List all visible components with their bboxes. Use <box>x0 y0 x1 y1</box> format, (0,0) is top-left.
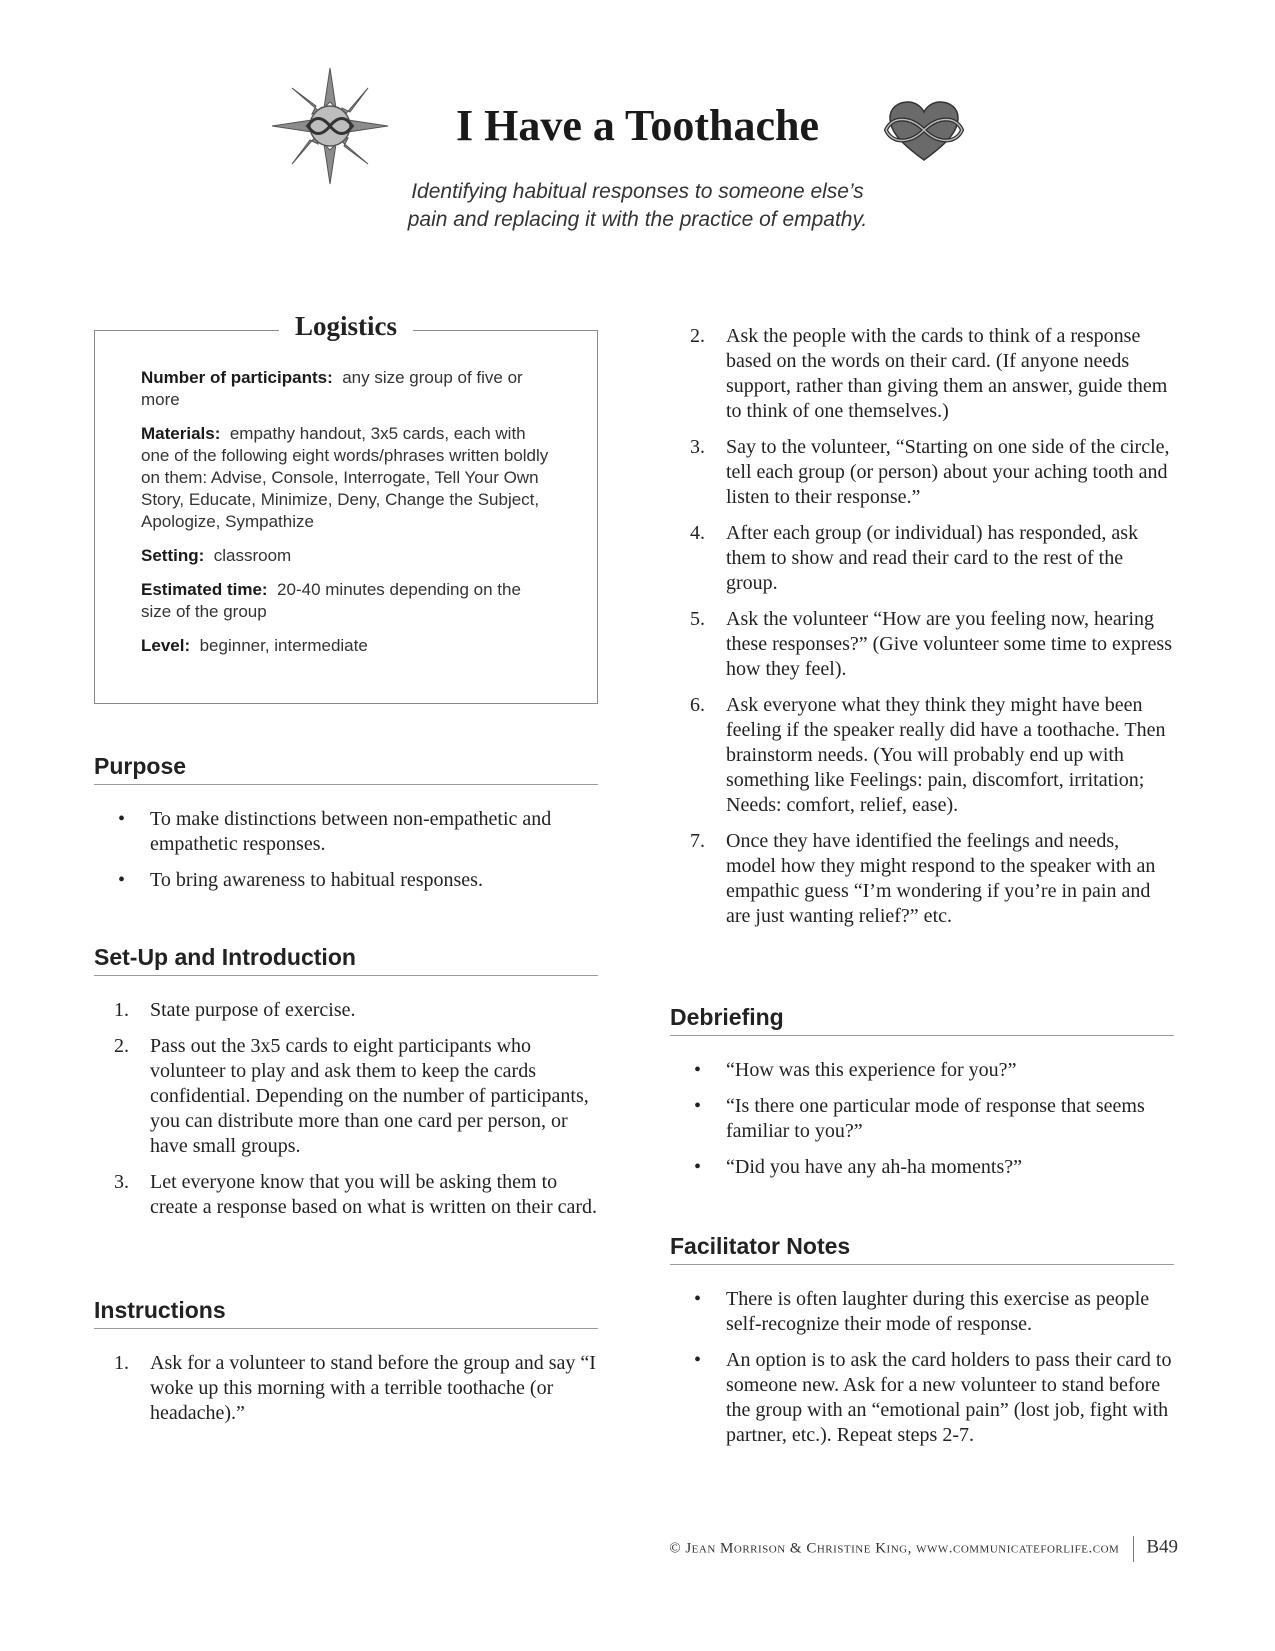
bullet: • <box>118 869 126 891</box>
section-heading: Instructions <box>94 1297 598 1329</box>
item-number: 7. <box>690 830 705 852</box>
bullet: • <box>694 1288 702 1310</box>
list-item <box>670 521 1174 596</box>
list-item <box>670 1058 1174 1083</box>
list-item-text: Let everyone know that you will be asking them to create a response based on what is written on their card. <box>150 1171 598 1218</box>
list-item-text: Ask the people with the cards to think of a response based on the words on their card. (If anyone needs support, rather than giving them an answer, guide them to think of one themselves.) <box>726 325 1168 422</box>
list-item <box>670 829 1174 929</box>
item-number: 6. <box>690 694 705 716</box>
logistics-value: 20-40 minutes depending on the size of the group <box>141 580 521 621</box>
setup-list <box>94 998 598 1220</box>
list-item-text: There is often laughter during this exercise as people self-recognize their mode of response. <box>726 1288 1150 1335</box>
bullet: • <box>694 1156 702 1178</box>
logistics-value: empathy handout, 3x5 cards, each with one of the following eight words/phrases written boldly on them: Advise, Console, Interrogate, Tell Your Own Story, Educate, Minimize, Deny, Change the Subject, Apologize, Sympathize <box>141 424 549 531</box>
logistics-item <box>141 423 551 533</box>
instructions-list <box>94 1351 598 1426</box>
list-item-text: After each group (or individual) has responded, ask them to show and read their card to the rest of the group. <box>726 522 1139 594</box>
item-number: 2. <box>114 1035 129 1057</box>
logistics-heading: Logistics <box>279 311 413 341</box>
item-number: 2. <box>690 325 705 347</box>
section-heading: Purpose <box>94 753 598 785</box>
list-item <box>94 1351 598 1426</box>
logistics-item <box>141 579 551 623</box>
page-title: I Have a Toothache <box>455 101 820 150</box>
logistics-label: Number of participants: <box>141 368 333 387</box>
logistics-label: Estimated time: <box>141 580 268 599</box>
bullet: • <box>694 1095 702 1117</box>
logistics-label: Setting: <box>141 546 205 565</box>
debriefing-section <box>670 1004 1174 1191</box>
facilitator-notes-section <box>670 1233 1174 1459</box>
section-heading: Set-Up and Introduction <box>94 944 598 976</box>
list-item <box>670 607 1174 682</box>
list-item-text: Once they have identified the feelings and needs, model how they might respond to the speaker with an empathic guess “I’m wondering if you’re in pain and are just wanting relief?” etc. <box>726 830 1156 927</box>
subtitle <box>0 178 1275 234</box>
debriefing-list <box>670 1058 1174 1180</box>
logistics-label: Materials: <box>141 424 221 443</box>
list-item-text: Ask everyone what they think they might have been feeling if the speaker really did have a toothache. Then brainstorm needs. (You will probably end up with something like Feelings: pain, discomfort, irritation; Needs: comfort, relief, ease). <box>726 694 1166 816</box>
list-item-text: Say to the volunteer, “Starting on one side of the circle, tell each group (or person) about your aching tooth and listen to their response.” <box>726 436 1170 508</box>
instructions-list <box>670 324 1174 929</box>
list-item <box>670 1094 1174 1144</box>
item-number: 3. <box>690 436 705 458</box>
item-number: 5. <box>690 608 705 630</box>
item-number: 1. <box>114 1352 129 1374</box>
logistics-box <box>94 311 598 704</box>
logistics-item <box>141 367 551 411</box>
bullet: • <box>118 808 126 830</box>
logistics-value: classroom <box>213 546 292 565</box>
purpose-section <box>94 753 598 904</box>
list-item-text: “Is there one particular mode of response that seems familiar to you?” <box>726 1095 1145 1142</box>
copyright-credit: © Jean Morrison & Christine King, www.communicateforlife.com <box>669 1540 1120 1557</box>
list-item <box>94 1170 598 1220</box>
list-item <box>94 868 598 893</box>
item-number: 4. <box>690 522 705 544</box>
logistics-title <box>95 311 597 342</box>
page-number: B49 <box>1146 1536 1178 1558</box>
instructions-continued <box>670 324 1174 940</box>
list-item-text: Ask the volunteer “How are you feeling now, hearing these responses?” (Give volunteer some time to express how they feel). <box>726 608 1172 680</box>
list-item <box>670 693 1174 818</box>
list-item-text: “Did you have any ah-ha moments?” <box>726 1156 1023 1178</box>
heart-infinity-icon <box>882 100 966 164</box>
bullet: • <box>694 1349 702 1371</box>
list-item <box>670 1287 1174 1337</box>
list-item <box>670 1155 1174 1180</box>
section-heading: Facilitator Notes <box>670 1233 1174 1265</box>
list-item <box>670 435 1174 510</box>
list-item-text: To bring awareness to habitual responses. <box>150 869 483 891</box>
list-item-text: State purpose of exercise. <box>150 999 356 1021</box>
list-item-text: Ask for a volunteer to stand before the group and say “I woke up this morning with a terrible toothache (or headache).” <box>150 1352 596 1424</box>
item-number: 1. <box>114 999 129 1021</box>
notes-list <box>670 1287 1174 1448</box>
logistics-item <box>141 635 551 657</box>
section-heading: Debriefing <box>670 1004 1174 1036</box>
item-number: 3. <box>114 1171 129 1193</box>
list-item-text: An option is to ask the card holders to pass their card to someone new. Ask for a new volunteer to stand before the group with an “emotional pain” (lost job, fight with partner, etc.). Repeat steps 2-7. <box>726 1349 1172 1446</box>
list-item-text: To make distinctions between non-empathetic and empathetic responses. <box>150 808 552 855</box>
list-item <box>94 998 598 1023</box>
list-item-text: “How was this experience for you?” <box>726 1059 1017 1081</box>
setup-section <box>94 944 598 1231</box>
footer-divider <box>1133 1536 1134 1562</box>
subtitle-line: pain and replacing it with the practice of empathy. <box>407 208 868 231</box>
logistics-label: Level: <box>141 636 191 655</box>
logistics-value: any size group of five or more <box>141 368 523 409</box>
purpose-list <box>94 807 598 893</box>
list-item <box>670 324 1174 424</box>
list-item <box>670 1348 1174 1448</box>
logistics-value: beginner, intermediate <box>199 636 368 655</box>
logistics-list <box>141 367 551 669</box>
bullet: • <box>694 1059 702 1081</box>
logistics-item <box>141 545 551 567</box>
list-item-text: Pass out the 3x5 cards to eight participants who volunteer to play and ask them to keep the cards confidential. Depending on the number of participants, you can distribute more than one card per person, or have small groups. <box>150 1035 589 1157</box>
list-item <box>94 807 598 857</box>
instructions-section <box>94 1297 598 1437</box>
list-item <box>94 1034 598 1159</box>
page-footer <box>0 1536 1178 1562</box>
subtitle-line: Identifying habitual responses to someone else’s <box>411 180 864 203</box>
